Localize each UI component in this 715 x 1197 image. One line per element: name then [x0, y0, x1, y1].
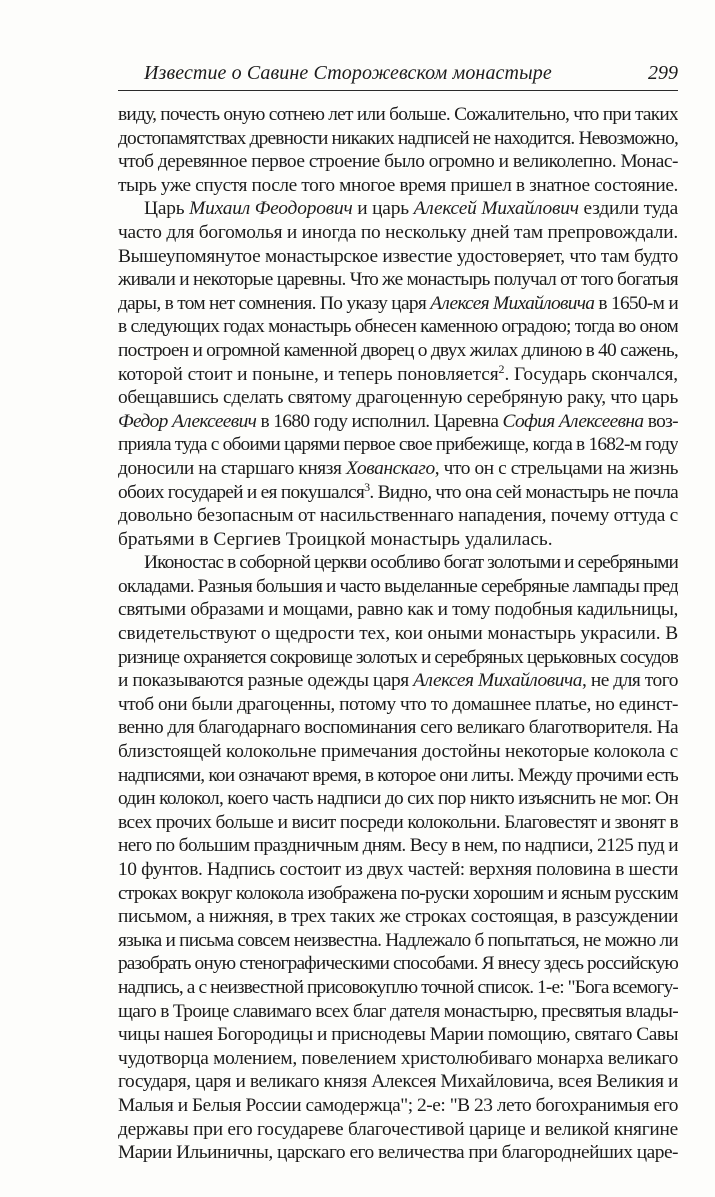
text-line: тырь уже спустя после того многое время пришел в знатное состояние. [118, 174, 678, 196]
text-line: довольно безопасным от насильственнаго нападения, почему оттуда с [118, 505, 678, 527]
text-line: прияла туда с обоими царями первое свое прибежище, когда в 1682-м году [118, 434, 678, 456]
person-name: Федор Алексеевич [118, 410, 257, 432]
text-line: обещавшись сделать святому драгоценную серебряную раку, что царь [118, 387, 678, 409]
text-line: Марии Ильиничны, царскаго его величества при благороднейших царе- [118, 1142, 678, 1164]
text-line: построен и огромной каменной дворец о двух жилах длиною в 40 сажень, [118, 339, 678, 361]
text-line: Царь Михаил Феодорович и царь Алексей Михайлович ездили туда [144, 198, 678, 220]
text-line: свидетельствуют о щедрости тех, кои оными монастырь украсили. В [118, 623, 678, 645]
text-line: чицы нашея Богородицы и приснодевы Марии помощию, святаго Савы [118, 1024, 678, 1046]
text-line: державы при его государеве благочестивой царице и великой княгине [118, 1118, 678, 1140]
header-rule [118, 90, 678, 91]
page-header [118, 60, 678, 86]
text-line: достопамятствах древности никаких надписей не находится. Невозможно, [118, 127, 678, 149]
paragraph-2 [118, 197, 678, 551]
text-line: строках вокруг колокола изображена по-руски хорошим и ясным русским [118, 882, 678, 904]
text-line: Вышеупомянутое монастырское известие удостоверяет, что там будто [118, 245, 678, 267]
text-line: чудотворца молением, повелением христолюбиваго монарха великаго [118, 1047, 678, 1069]
text-line: Федор Алексеевич в 1680 году исполнил. Царевна София Алексеевна воз- [118, 410, 678, 432]
text-line: которой стоит и поныне, и теперь поновляется$^2$. Государь скончался, [118, 362, 678, 385]
text-line: ризнице охраняется сокровище золотых и серебряных церьковных сосудов [118, 646, 678, 668]
text-line: Иконостас в соборной церкви особливо богат золотыми и серебряными [144, 552, 678, 574]
paragraph-3 [118, 551, 678, 1164]
text-line: доносили на старшаго князя Хованскаго, что он с стрельцами на жизнь [118, 457, 678, 479]
person-name: Хованскаго [345, 457, 435, 479]
text-line: всех прочих больше и висит посреди колокольни. Благовестят и звонят в [118, 811, 678, 833]
text-line: окладами. Разныя большия и часто выделанные серебряные лампады пред [118, 575, 678, 597]
text-line: один колокол, коего часть надписи до сих пор никто изъяснить не мог. Он [118, 788, 678, 810]
body-text [118, 103, 678, 1165]
text-line: близстоящей колокольне примечания достойны некоторые колокола с [118, 741, 678, 763]
person-name: София Алексеевна [502, 410, 644, 432]
text-line: надпись, а с неизвестной присовокуплю точной список. 1-е: "Бога всемогу- [118, 976, 678, 998]
text-line: разобрать оную стенографическими способами. Я внесу здесь российскую [118, 953, 678, 975]
text-line: надписями, кои означают время, в которое они литы. Между прочими есть [118, 764, 678, 786]
running-title: Известие о Савине Сторожевском монастыре [144, 62, 552, 84]
text-line: виду, почесть оную сотнею лет или больше. Сожалительно, что при таких [118, 104, 678, 125]
text-line: щаго в Троице славимаго всех благ дателя монастырю, пресвятыя влады- [118, 1000, 678, 1022]
text-line: Малыя и Белыя России самодержца"; 2-е: "В 23 лето богохранимыя его [118, 1094, 678, 1116]
text-line: венно для благодарнаго воспоминания сего великаго благотворителя. На [118, 717, 678, 739]
text-line: братьями в Сергиев Троицкой монастырь удалилась. [118, 528, 553, 550]
page-number: 299 [648, 62, 678, 84]
text-line: чтоб они были драгоценны, потому что то домашнее платье, но единст- [118, 693, 678, 715]
text-line: него по большим праздничным дням. Весу в нем, по надписи, 2125 пуд и [118, 835, 678, 857]
text-line: обоих государей и ея покушался$^3$. Видно, что она сей монастырь не почла [118, 480, 678, 503]
footnote-marker: 3 [364, 480, 370, 494]
footnote-marker: 2 [498, 362, 505, 376]
person-name: Алексея Михайловича [430, 292, 595, 314]
text-line: и показываются разные одежды царя Алексея Михайловича, не для того [118, 670, 678, 692]
person-name: Михаил Феодорович [189, 198, 353, 220]
text-line: дары, в том нет сомнения. По указу царя Алексея Михайловича в 1650-м и [118, 292, 678, 314]
text-line: святыми образами и мощами, равно как и тому подобныя кадильницы, [118, 599, 678, 621]
text-line: часто для богомолья и иногда по нескольку дней там препровождали. [118, 221, 678, 243]
person-name: Алексея Михайловича [413, 670, 583, 692]
text-line: государя, царя и великаго князя Алексея Михайловича, всея Великия и [118, 1071, 678, 1093]
person-name: Алексей Михайлович [413, 198, 579, 220]
text-line: письмом, а нижняя, в трех таких же строках состоящая, в разсуждении [118, 906, 678, 928]
text-line: 10 фунтов. Надпись состоит из двух частей: верхняя половина в шести [118, 859, 678, 880]
paragraph-1 [118, 103, 678, 197]
text-line: языка и письма совсем неизвестна. Надлежало б попытаться, не можно ли [118, 929, 678, 951]
text-line: чтоб деревянное первое строение было огромно и великолепно. Монас- [118, 151, 678, 173]
text-line: в следующих годах монастырь обнесен каменною оградою; тогда во оном [118, 316, 678, 338]
text-line: живали и некоторые царевны. Что же монастырь получал от того богатыя [118, 269, 678, 291]
